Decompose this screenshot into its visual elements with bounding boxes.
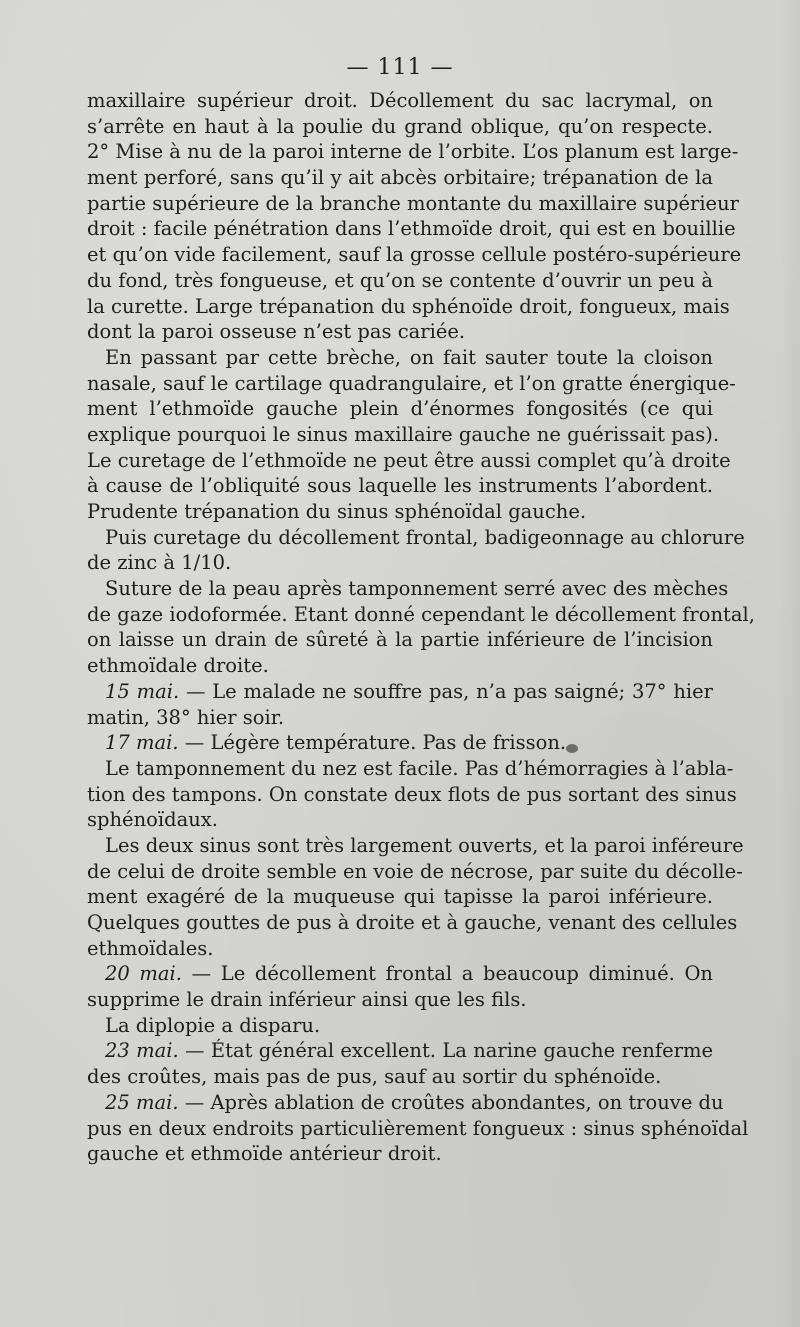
text-line [87,1038,713,1064]
line-text: En passant par cette brèche, on fait sauter toute la cloison [105,345,713,369]
line-text: de gaze iodoformée. Etant donné cependant le décollement frontal, [87,602,755,626]
text-line [87,1116,749,1142]
line-text: pus en deux endroits particulièrement fongueux : sinus sphénoïdal [87,1116,749,1140]
line-text: et qu’on vide facilement, sauf la grosse cellule postéro-supérieure [87,243,742,267]
text-line [87,627,713,653]
text-line [87,730,713,756]
line-text: — Légère température. Pas de frisson. [178,731,567,755]
text-line [87,139,739,165]
text-line [87,396,713,422]
line-text: La diplopie a disparu. [105,1013,321,1037]
text-line [87,936,713,962]
line-text: du fond, très fongueuse, et qu’on se contente d’ouvrir un peu à [87,268,713,292]
text-line [87,884,713,910]
text-line [87,679,713,705]
line-text: — Après ablation de croûtes abondantes, on trouve du [178,1090,724,1114]
text-line [87,88,713,114]
line-text: tion des tampons. On constate deux flots de pus sortant des sinus [87,782,737,806]
page-number: — 111 — [346,55,454,80]
line-text: Prudente trépanation du sinus sphénoïdal gauche. [87,500,587,523]
text-line [87,833,744,859]
line-text: ment exagéré de la muqueuse qui tapisse la paroi inférieure. [87,885,713,909]
text-line [87,422,720,448]
text-line [87,499,713,525]
text-line [87,602,755,628]
text-line [87,756,734,782]
line-text: Quelques gouttes de pus à droite et à gauche, venant des cellules [87,911,738,934]
line-text: s’arrête en haut à la poulie du grand oblique, qu’on respecte. [87,114,713,138]
text-line [87,525,745,551]
text-line [87,1141,713,1167]
line-text: sphénoïdaux. [87,808,218,832]
page-edge-shadow [778,0,800,1327]
line-text: — Le malade ne souffre pas, n’a pas saigné; 37° hier [179,679,713,703]
line-text: — État général excellent. La narine gauche renferme [178,1039,713,1063]
line-text: ment l’ethmoïde gauche plein d’énormes fongosités (ce qui [87,397,713,421]
text-line [87,114,713,140]
line-text: Le curetage de l’ethmoïde ne peut être aussi complet qu’à droite [87,448,731,472]
text-line [87,165,713,191]
line-text: Puis curetage du décollement frontal, badigeonnage au chlorure [105,525,745,549]
text-line [87,576,729,602]
line-text: 2° Mise à nu de la paroi interne de l’orbite. L’os planum est large- [87,140,739,164]
text-line [87,859,743,885]
entry-date: 25 mai. [105,1090,179,1114]
text-line [87,1064,713,1090]
line-text: gauche et ethmoïde antérieur droit. [87,1142,442,1166]
line-text: — Le décollement frontal a beaucoup diminué. On [182,962,713,986]
line-text: nasale, sauf le cartilage quadrangulaire, et l’on gratte énergique- [87,371,736,395]
line-text: explique pourquoi le sinus maxillaire gauche ne guérissait pas). [87,422,720,446]
line-text: des croûtes, mais pas de pus, sauf au sortir du sphénoïde. [87,1065,662,1089]
line-text: partie supérieure de la branche montante du maxillaire supérieur [87,191,739,215]
line-text: dont la paroi osseuse n’est pas cariée. [87,320,466,344]
text-line [87,216,736,242]
entry-date: 23 mai. [105,1039,179,1063]
line-text: on laisse un drain de sûreté à la partie inférieure de l’incision [87,628,713,652]
text-line [87,268,713,294]
text-line [87,550,713,576]
line-text: la curette. Large trépanation du sphénoïde droit, fongueux, mais [87,294,730,318]
line-text: maxillaire supérieur droit. Décollement du sac lacrymal, on [87,89,713,112]
line-text: Les deux sinus sont très largement ouverts, et la paroi inféreure [105,833,744,857]
text-line [87,294,730,320]
line-text: matin, 38° hier soir. [87,705,285,729]
line-text: Suture de la peau après tamponnement serré avec des mèches [105,577,729,601]
text-line [87,807,713,833]
text-line [87,705,713,731]
text-line [87,448,731,474]
ink-spot [566,744,578,753]
line-text: ethmoïdales. [87,936,214,960]
body-text [87,88,755,1167]
text-line [87,961,713,987]
line-text: droit : facile pénétration dans l’ethmoïde droit, qui est en bouillie [87,217,736,241]
entry-date: 17 mai. [105,731,179,755]
entry-date: 15 mai. [105,679,180,703]
line-text: de zinc à 1/10. [87,551,232,575]
text-line [87,653,713,679]
line-text: ment perforé, sans qu’il y ait abcès orbitaire; trépanation de la [87,166,713,190]
text-line [87,473,713,499]
text-line [87,345,713,371]
line-text: Le tamponnement du nez est facile. Pas d’hémorragies à l’abla- [105,756,734,780]
text-line [87,987,713,1013]
text-line [87,319,713,345]
text-line [87,1013,713,1039]
text-line [87,1090,724,1116]
text-line [87,910,738,936]
line-text: supprime le drain inférieur ainsi que les fils. [87,988,527,1012]
line-text: de celui de droite semble en voie de nécrose, par suite du décolle- [87,859,743,883]
text-line [87,371,736,397]
text-line [87,191,739,217]
text-line [87,782,737,808]
text-line [87,242,742,268]
line-text: à cause de l’obliquité sous laquelle les instruments l’abordent. [87,474,713,498]
line-text: ethmoïdale droite. [87,654,269,678]
entry-date: 20 mai. [105,962,182,986]
